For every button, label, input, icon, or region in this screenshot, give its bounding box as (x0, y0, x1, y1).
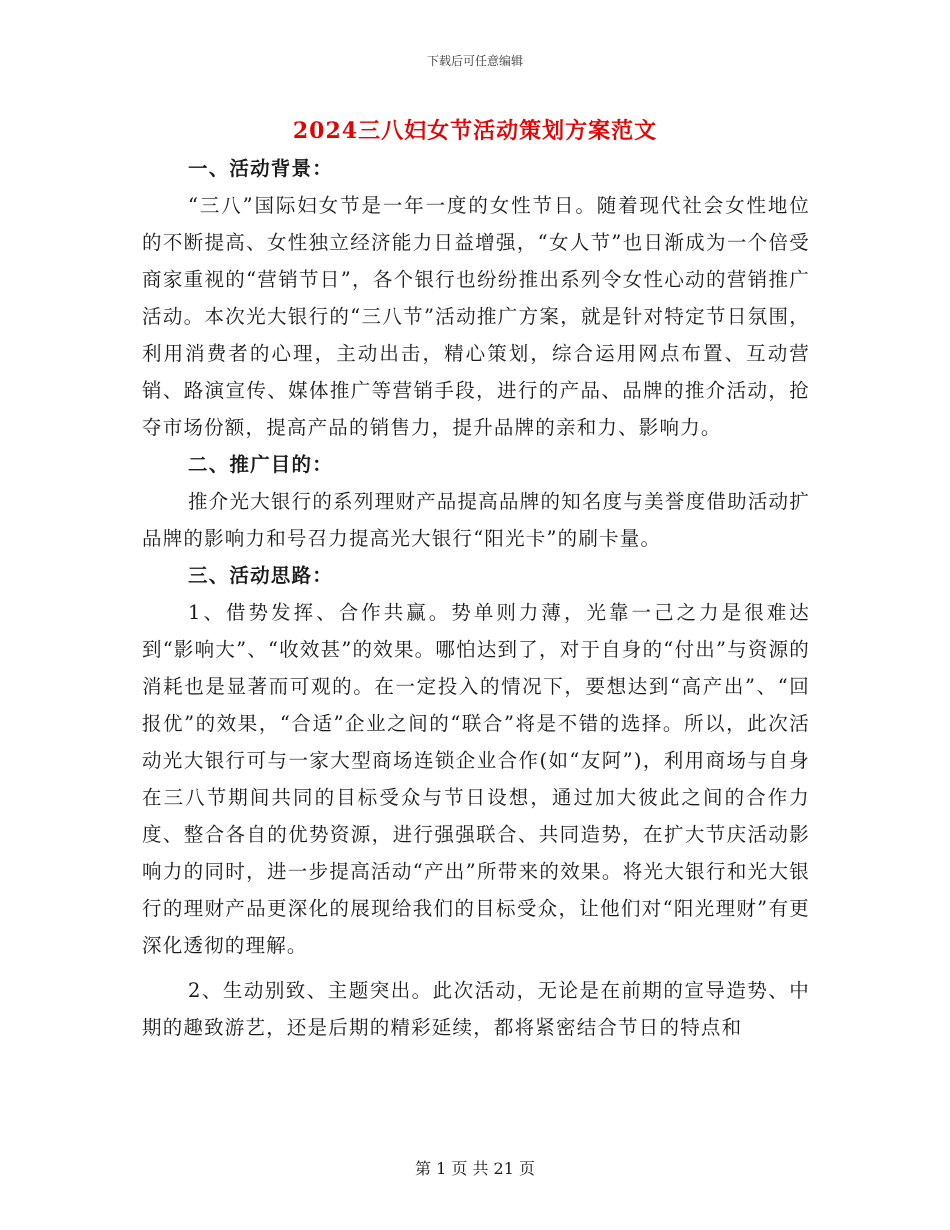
paragraph-approach-1: 1、借势发挥、合作共赢。势单则力薄，光靠一己之力是很难达到“影响大”、“收效甚”的效果。哪怕达到了，对于自身的“付出”与资源的消耗也是显著而可观的。在一定投入的情况下，要想达到“高产出”、“回报优”的效果，“合适”企业之间的“联合”将是不错的选择。所以，此次活动光大银行可与一家大型商场连锁企业合作(如“友阿”)，利用商场与自身在三八节期间共同的目标受众与节日设想，通过加大彼此之间的合作力度、整合各自的优势资源，进行强强联合、共同造势，在扩大节庆活动影响力的同时，进一步提高活动“产出”所带来的效果。将光大银行和光大银行的理财产品更深化的展现给我们的目标受众，让他们对“阳光理财”有更深化透彻的理解。 (142, 601, 810, 957)
page-header-note: 下载后可任意编辑 (426, 54, 523, 68)
paragraph-approach-2: 2、生动别致、主题突出。此次活动，无论是在前期的宣导造势、中期的趣致游艺，还是后期的精彩延续，都将紧密结合节日的特点和 (142, 979, 810, 1039)
page-number: 第 1 页 共 21 页 (415, 1159, 535, 1178)
document-title: 2024三八妇女节活动策划方案范文 (292, 118, 658, 144)
section-heading-approach: 三、活动思路： (188, 564, 333, 587)
document-body (142, 150, 810, 1046)
section-heading-purpose: 二、推广目的： (188, 453, 333, 476)
section-heading-background: 一、活动背景： (188, 157, 333, 180)
paragraph-purpose: 推介光大银行的系列理财产品提高品牌的知名度与美誉度借助活动扩品牌的影响力和号召力提高光大银行“阳光卡”的刷卡量。 (142, 490, 810, 550)
paragraph-background: “三八”国际妇女节是一年一度的女性节日。随着现代社会女性地位的不断提高、女性独立经济能力日益增强，“女人节”也日渐成为一个倍受商家重视的“营销节日”，各个银行也纷纷推出系列令女性心动的营销推广活动。本次光大银行的“三八节”活动推广方案，就是针对特定节日氛围，利用消费者的心理，主动出击，精心策划，综合运用网点布置、互动营销、路演宣传、媒体推广等营销手段，进行的产品、品牌的推介活动，抢夺市场份额，提高产品的销售力，提升品牌的亲和力、影响力。 (142, 194, 810, 439)
